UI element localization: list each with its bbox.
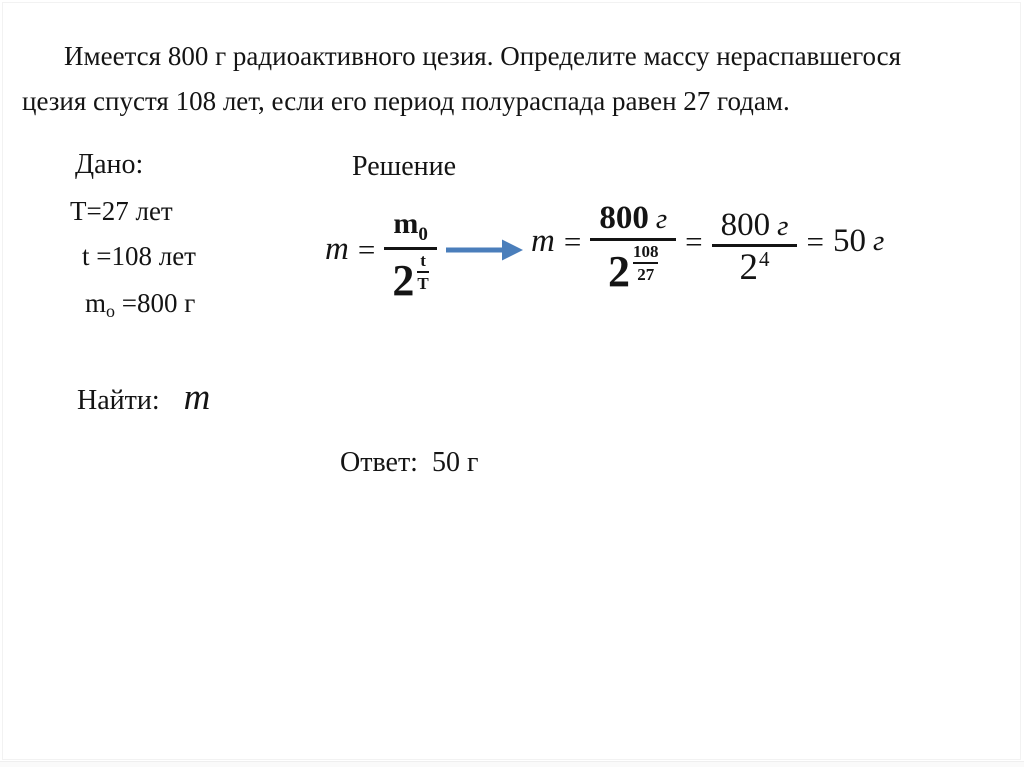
result-value: 50 (832, 223, 866, 260)
formula-numeric (531, 196, 885, 296)
exponent-numerator: t (420, 250, 426, 270)
given-mass-symbol: m (85, 288, 107, 318)
formula-general (325, 203, 437, 306)
formula-general-denominator (392, 250, 429, 306)
fraction2-numerator-unit: г (777, 209, 789, 242)
fraction1-exponent-bar (633, 262, 659, 264)
answer-value: 50 г (431, 447, 479, 478)
problem-statement-line2: цезия спустя 108 лет, если его период полураспада равен 27 годам. (22, 86, 790, 116)
fraction2-exponent: 4 (759, 247, 770, 272)
formula-numeric-equals3: = (806, 223, 824, 259)
problem-statement-line1: Имеется 800 г радиоактивного цезия. Определите массу нераспавшегося (64, 41, 902, 71)
given-label: Дано: (75, 149, 144, 180)
solution-label: Решение (352, 151, 457, 182)
fraction1-numerator-value: 800 (599, 200, 649, 236)
find-block (77, 376, 210, 419)
answer-label: Ответ: (340, 447, 418, 478)
power-base: 2 (392, 256, 415, 306)
given-mass-subscript: o (106, 301, 116, 321)
exponent-fraction-bar (417, 271, 428, 273)
formula-general-numerator (384, 208, 437, 247)
given-mass-value: =800 г (115, 288, 196, 318)
given-initial-mass (85, 288, 195, 322)
formula-general-lhs: m (325, 231, 349, 268)
numerator-subscript: 0 (418, 224, 428, 245)
power-expression (392, 250, 429, 306)
fraction1-numerator-unit: г (655, 203, 668, 235)
slide-bottom-edge (0, 761, 1024, 767)
given-time: t =108 лет (82, 241, 196, 271)
right-arrow-icon (446, 239, 524, 261)
formula-numeric-lhs: m (531, 223, 555, 260)
problem-statement (22, 34, 978, 124)
find-label: Найти: (77, 385, 160, 416)
fraction1-numerator (590, 201, 676, 238)
fraction2-denominator (739, 247, 770, 289)
formula-general-fraction (384, 207, 437, 306)
fraction2-power-base: 2 (739, 247, 759, 289)
fraction1-power (607, 241, 659, 296)
fraction2-numerator (712, 208, 798, 245)
fraction2-numerator-value: 800 (720, 206, 771, 243)
exponent-fraction (417, 252, 428, 292)
find-symbol: m (183, 377, 211, 418)
formula-numeric-equals2: = (685, 223, 703, 259)
fraction1-exponent-fraction (633, 243, 659, 283)
exponent-denominator: T (417, 273, 429, 293)
formula-numeric-equals1: = (563, 223, 582, 259)
fraction1-exponent-numerator: 108 (632, 241, 659, 261)
formula-numeric-fraction2 (712, 208, 798, 287)
fraction1-denominator (607, 241, 659, 296)
numerator-symbol: m (393, 207, 419, 240)
result-unit: г (872, 225, 885, 258)
fraction1-exponent-denominator: 27 (637, 264, 655, 284)
given-half-life: Т=27 лет (70, 196, 173, 226)
fraction1-power-base: 2 (607, 246, 630, 296)
answer-block (340, 447, 478, 479)
formula-general-equals: = (357, 231, 376, 267)
formula-numeric-fraction1 (590, 200, 676, 296)
